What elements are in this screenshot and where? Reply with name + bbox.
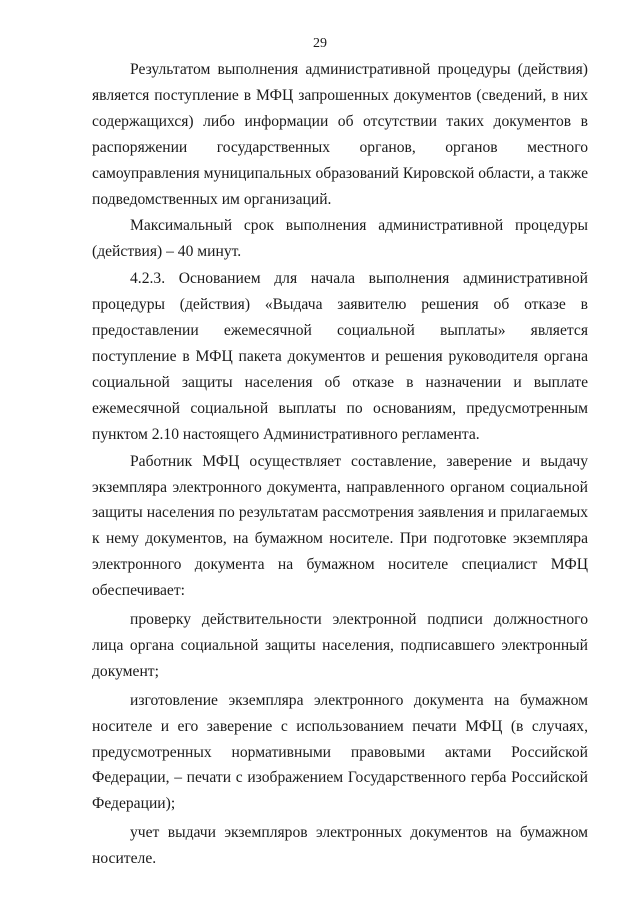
paragraph-result: Результатом выполнения административной процедуры (действия) является поступление в МФЦ запрошенных документов (сведений, в них содержащихся) либо информации об отсутствии таких документов в распоряжении государственных органов, органов местного самоуправления муниципальных образований Кировской области, а также подведомственных им организаций. <box>92 61 588 208</box>
page-number: 29 <box>313 36 327 51</box>
document-body <box>92 57 588 872</box>
list-item-paper-copy: изготовление экземпляра электронного документа на бумажном носителе и его заверение с использованием печати МФЦ (в случаях, предусмотренных нормативными правовыми актами Российской Федерации, – печати с изображением Государственного герба Российской Федерации); <box>92 691 588 813</box>
list-item-signature-check: проверку действительности электронной подписи должностного лица органа социальной защиты населения, подписавшего электронный документ; <box>92 611 588 680</box>
paragraph-4-2-3: 4.2.3. Основанием для начала выполнения административной процедуры (действия) «Выдача заявителю решения об отказе в предоставлении ежемесячной социальной выплаты» является поступление в МФЦ пакета документов и решения руководителя органа социальной защиты населения об отказе в назначении и выплате ежемесячной социальной выплаты по основаниям, предусмотренным пунктом 2.10 настоящего Административного регламента. <box>92 270 588 443</box>
list-item-accounting: учет выдачи экземпляров электронных документов на бумажном носителе. <box>92 824 588 868</box>
paragraph-max-time: Максимальный срок выполнения административной процедуры (действия) – 40 минут. <box>92 217 588 261</box>
paragraph-mfc-worker: Работник МФЦ осуществляет составление, заверение и выдачу экземпляра электронного документа, направленного органом социальной защиты населения по результатам рассмотрения заявления и прилагаемых к нему документов, на бумажном носителе. При подготовке экземпляра электронного документа на бумажном носителе специалист МФЦ обеспечивает: <box>92 452 588 600</box>
